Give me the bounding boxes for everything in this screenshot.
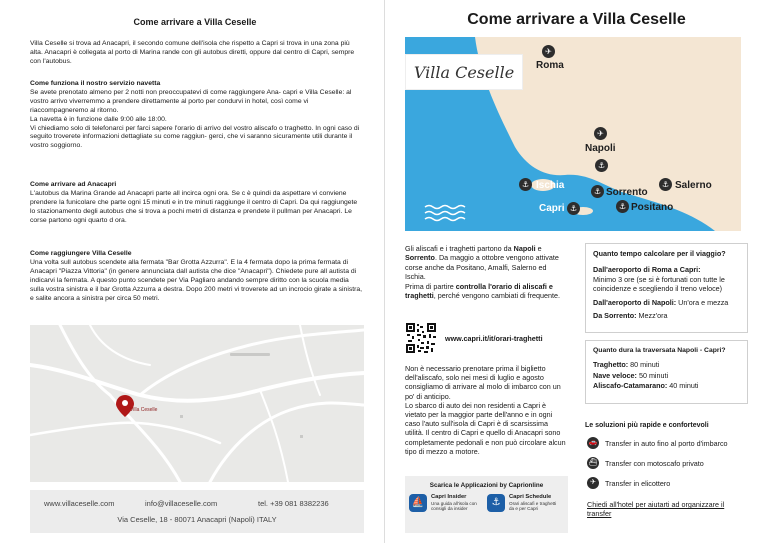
travel-time-sorrento: Da Sorrento: Mezz'ora [593, 311, 668, 321]
capri-schedule-app-name: Capri Schedule [509, 494, 552, 500]
transfer-solutions-title: Le soluzioni più rapide e confortevoli [585, 422, 709, 429]
qr-link-row[interactable] [405, 322, 570, 354]
map-pin-label: Villa Ceselle [130, 407, 158, 413]
map-label-sorrento: Sorrento [606, 187, 648, 198]
capri-schedule-app-icon: ⚓ [487, 494, 505, 512]
qr-code-icon [405, 322, 437, 354]
contact-footer [30, 490, 364, 533]
transfer-car-item [587, 437, 749, 451]
crossing-time-question: Quanto dura la traversata Napoli - Capri? [593, 347, 726, 354]
capri-insider-app-icon: ⛵ [409, 494, 427, 512]
phone-number[interactable]: tel. +39 081 8382236 [258, 499, 329, 508]
ferries-schedule-note: controlla l'orario di aliscafi e traghetti [405, 281, 553, 301]
ferries-text: Gli aliscafi e i traghetti partono da [405, 244, 514, 253]
map-label-positano: Positano [631, 202, 674, 213]
map-label-capri: Capri [539, 203, 565, 214]
ferries-text: , perché vengono cambiati di frequente. [433, 291, 561, 301]
anacapri-section [30, 181, 364, 226]
crossing-time-box [585, 340, 748, 404]
left-page-title: Come arrivare a Villa Ceselle [133, 17, 257, 27]
anchor-icon: ⚓ [595, 159, 608, 172]
ferry-schedule-url[interactable]: www.capri.it/it/orari-traghetti [445, 334, 543, 343]
anchor-icon: ⚓ [659, 178, 672, 191]
crossing-hydrofoil: Aliscafo-Catamarano: 40 minuti [593, 381, 699, 391]
right-page-title: Come arrivare a Villa Ceselle [467, 11, 686, 28]
villa-text: Una volta sull autobus scendete alla fermata "Bar Grotta Azzurra". E la 4 fermata dopo la prima fermata di Anacapri "Piazza Vittoria" (in genere annunciata dall autista che dice "Anacapri"). Chiedete pure all autista di indicarvi la fermata. A questo punto scendete per Via Pagliaro andando sempre diritto con la scuola media sulla vostra sinistra e il bar Grotta Azzurra a destra. Dopo 200 metri vi troverete ad un incrocio girate a sinistra, e salite ancora a sinistra per circa 50 metri. [30, 258, 363, 302]
anchor-icon: ⚓ [567, 202, 580, 215]
villa-heading: Come raggiungere Villa Ceselle [30, 250, 132, 257]
transfer-request-link[interactable]: Chiedi all'hotel per aiutarti ad organizzare il transfer [587, 500, 725, 519]
transfer-boat-item [587, 457, 749, 471]
travel-time-box [585, 243, 748, 333]
travel-time-napoli: Dall'aeroporto di Napoli: Un'ora e mezza [593, 297, 729, 307]
capri-schedule-app[interactable] [487, 494, 559, 530]
anchor-icon: ⚓ [616, 200, 629, 213]
right-page [385, 0, 768, 543]
map-label-napoli: Napoli [585, 143, 616, 154]
boat-icon: ⛴ [587, 457, 599, 469]
street-map[interactable] [30, 325, 364, 482]
anacapri-text: L'autobus da Marina Grande ad Anacapri parte all incirca ogni ora. Se c è quindi da aspettare vi conviene prendere la funicolare che parte ogni 15 minuti e in tre minuti raggiunge il centro di Capri. Da qui raggiungete lo stazionamento degli autobus che si trova a pochi metri di distanza e prendete il pullman per Anacapri. Le corse partono ogni quarto d ora. [30, 189, 358, 224]
ferries-text: e [535, 244, 542, 253]
transfer-helicopter-text: Transfer in elicottero [605, 479, 671, 488]
capri-insider-app[interactable] [409, 494, 481, 530]
crossing-ferry: Traghetto: 80 minuti [593, 360, 660, 370]
region-map [405, 37, 741, 231]
capri-insider-app-name: Capri Insider [431, 494, 467, 500]
car-icon: 🚗 [587, 437, 599, 449]
travel-time-roma: Dall'aeroporto di Roma a Capri: Minimo 3 ore (se si è fortunati con tutte le coincidenze e scegliendo il treno veloce) [593, 265, 725, 294]
anchor-icon: ⚓ [519, 178, 532, 191]
transfer-boat-text: Transfer con motoscafo privato [605, 459, 704, 468]
map-label-roma: Roma [536, 60, 564, 71]
email-link[interactable]: info@villaceselle.com [145, 499, 218, 508]
villa-ceselle-logo: Villa Ceselle [405, 54, 523, 90]
transfer-car-text: Transfer in auto fino al porto d'imbarco [605, 439, 728, 448]
location-pin-icon [116, 395, 134, 417]
crossing-fast-ship: Nave veloce: 50 minuti [593, 370, 669, 380]
map-label-ischia: Ischia [536, 180, 565, 191]
airplane-icon: ✈ [542, 45, 555, 58]
villa-section [30, 250, 364, 303]
capri-insider-app-description: Una guida all'isola con consigli da insider [431, 501, 477, 512]
transfer-helicopter-item [587, 477, 749, 491]
map-label-salerno: Salerno [675, 180, 712, 191]
booking-paragraph: Non è necessario prenotare prima il biglietto dell'aliscafo, solo nei mesi di luglio e agosto consigliamo di arrivare al molo di imbarco con un po' di anticipo. Lo sbarco di auto dei non residenti a Capri è vietato per la maggior parte dell'anno e in ogni caso l'auto sull'isola di Capri è di scarsissima utilità. Il centro di Capri e quello di Anacapri sono completamente pedonali e non può circolare alcun tipo di mezzo a motore. [405, 364, 566, 456]
shuttle-heading: Come funziona il nostro servizio navetta [30, 80, 161, 87]
ferries-paragraph [405, 244, 568, 300]
shuttle-text: Se avete prenotato almeno per 2 notti non preoccupatevi di come raggiungere Ana- capri e Villa Ceselle: al vostro arrivo viverremmo a prendere direttamente al porto per condurvi in hotel, così come vi riaccompagneremo al ritorno. La navetta è in funzione dalle 9:00 alle 18:00. Vi chiediamo solo di telefonarci per farci sapere l'orario di arrivo del vostro aliscafo o traghetto. In ogni caso di seguito troverete informazioni dettagliate su come raggiun- gerci, che vi saranno sicuramente utili durante il vostro soggiorno. [30, 88, 360, 150]
ferries-text: . Da maggio a ottobre vengono attivate corse anche da Positano, Amalfi, Salerno ed Ischia. Prima di partire [405, 253, 559, 291]
travel-time-question: Quanto tempo calcolare per il viaggio? [593, 249, 726, 258]
airplane-icon: ✈ [594, 127, 607, 140]
shuttle-section [30, 80, 364, 151]
ferries-sorrento: Sorrento [405, 253, 435, 263]
apps-box [405, 476, 568, 533]
street-map-roads [30, 325, 364, 482]
ferries-napoli: Napoli [513, 244, 536, 253]
anchor-icon: ⚓ [591, 185, 604, 198]
intro-paragraph: Villa Ceselle si trova ad Anacapri, il secondo comune dell'isola che rispetto a Capri si trova in una zona più alta. Anacapri è collegata al porto di Marina rande con gli autobus diretti, oppure dal centro di Capri, sempre con l'autobus. [30, 40, 355, 65]
helicopter-icon: ✈ [587, 477, 599, 489]
capri-schedule-app-description: Orari aliscafi e traghetti da e per Capri [509, 501, 557, 512]
anacapri-heading: Come arrivare ad Anacapri [30, 181, 117, 188]
transfer-solutions [585, 422, 748, 519]
website-link[interactable]: www.villaceselle.com [44, 499, 115, 508]
address: Via Ceselle, 18 - 80071 Anacapri (Napoli) ITALY [117, 515, 277, 524]
apps-title: Scarica le Applicazioni by Caprionline [429, 482, 544, 489]
